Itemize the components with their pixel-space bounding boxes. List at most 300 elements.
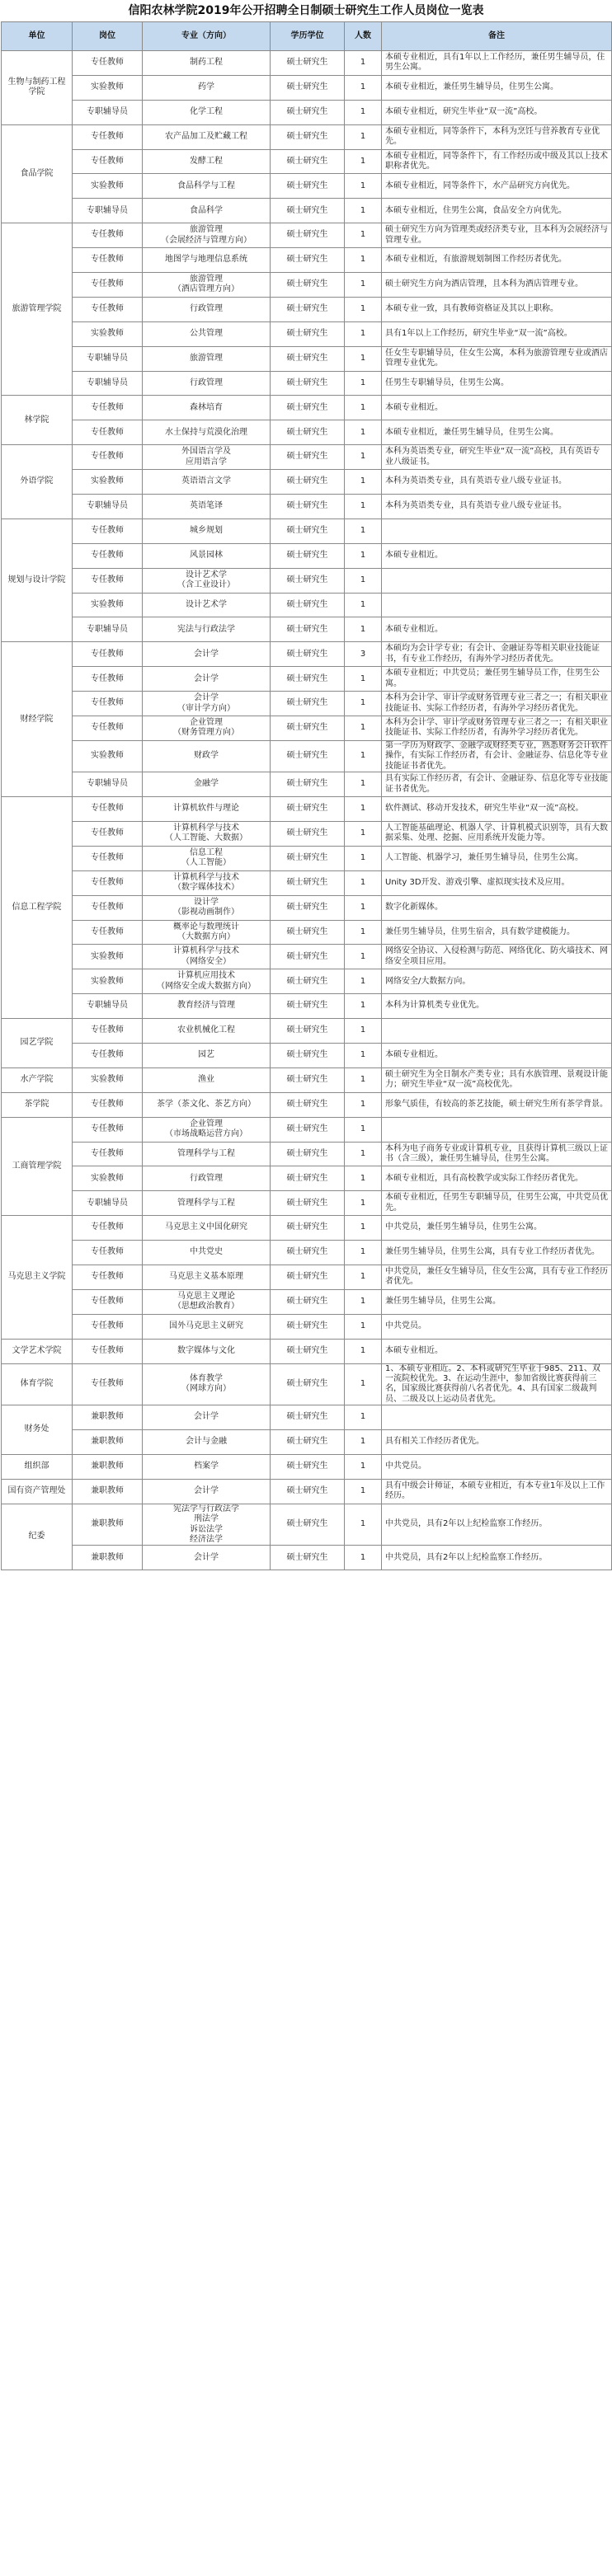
post-cell: 专任教师 xyxy=(73,1289,143,1314)
major-cell: 会计学 （审计学方向） xyxy=(143,692,271,716)
count-cell: 1 xyxy=(345,1363,382,1405)
post-cell: 专职辅导员 xyxy=(73,1191,143,1216)
major-cell: 发酵工程 xyxy=(143,149,271,174)
table-row xyxy=(2,1191,612,1216)
unit-cell: 体育学院 xyxy=(2,1363,73,1405)
count-cell: 1 xyxy=(345,1504,382,1546)
table-row xyxy=(2,1504,612,1546)
major-cell: 企业管理 （市场战略运营方向） xyxy=(143,1117,271,1142)
remark-cell: 硕士研究生方向为酒店管理，且本科为酒店管理专业。 xyxy=(382,273,612,298)
major-cell: 农产品加工及贮藏工程 xyxy=(143,124,271,149)
post-cell: 兼职教师 xyxy=(73,1546,143,1570)
remark-cell: 本科为英语类专业，研究生毕业“双一流”高校，具有英语专业八级证书。 xyxy=(382,445,612,470)
degree-cell: 硕士研究生 xyxy=(271,1430,345,1455)
count-cell: 1 xyxy=(345,1019,382,1044)
unit-cell: 组织部 xyxy=(2,1454,73,1479)
table-row xyxy=(2,1314,612,1339)
degree-cell: 硕士研究生 xyxy=(271,1019,345,1044)
count-cell: 1 xyxy=(345,1265,382,1289)
remark-cell: 兼任男生辅导员，住男生宿舍，具有数学建模能力。 xyxy=(382,920,612,945)
table-row xyxy=(2,1405,612,1430)
unit-cell: 信息工程学院 xyxy=(2,797,73,1019)
degree-cell: 硕士研究生 xyxy=(271,174,345,199)
degree-cell: 硕士研究生 xyxy=(271,75,345,100)
major-cell: 数字媒体与文化 xyxy=(143,1339,271,1363)
post-cell: 兼职教师 xyxy=(73,1454,143,1479)
unit-cell: 国有资产管理处 xyxy=(2,1479,73,1504)
major-cell: 行政管理 xyxy=(143,1166,271,1191)
post-cell: 专任教师 xyxy=(73,716,143,741)
remark-cell: 第一学历为财政学、金融学或财经类专业，熟悉财务会计软件操作，有实际工作经历者，有会计、金融证券、信息化等专业技能证书者优先。 xyxy=(382,740,612,772)
remark-cell: 中共党员，具有2年以上纪检监察工作经历。 xyxy=(382,1504,612,1546)
table-row xyxy=(2,75,612,100)
major-cell: 行政管理 xyxy=(143,371,271,396)
post-cell: 专任教师 xyxy=(73,797,143,822)
major-cell: 设计学 （影视动画制作） xyxy=(143,895,271,920)
post-cell: 实验教师 xyxy=(73,740,143,772)
unit-cell: 旅游管理学院 xyxy=(2,223,73,396)
post-cell: 专任教师 xyxy=(73,273,143,298)
degree-cell: 硕士研究生 xyxy=(271,1454,345,1479)
count-cell: 1 xyxy=(345,1092,382,1117)
remark-cell: 本硕专业相近，同等条件下，水产品研究方向优先。 xyxy=(382,174,612,199)
post-cell: 专任教师 xyxy=(73,1314,143,1339)
table-row xyxy=(2,297,612,321)
table-row xyxy=(2,969,612,994)
table-row xyxy=(2,346,612,371)
table-row xyxy=(2,1363,612,1405)
count-cell: 1 xyxy=(345,994,382,1019)
degree-cell: 硕士研究生 xyxy=(271,895,345,920)
table-row xyxy=(2,470,612,495)
post-cell: 专职辅导员 xyxy=(73,199,143,223)
count-cell: 1 xyxy=(345,321,382,346)
table-row xyxy=(2,797,612,822)
major-cell: 国外马克思主义研究 xyxy=(143,1314,271,1339)
post-cell: 专任教师 xyxy=(73,568,143,593)
count-cell: 1 xyxy=(345,420,382,445)
degree-cell: 硕士研究生 xyxy=(271,920,345,945)
remark-cell: 本硕专业相近；中共党员；兼任男生辅导员工作，住男生公寓。 xyxy=(382,667,612,692)
post-cell: 专任教师 xyxy=(73,1265,143,1289)
count-cell: 1 xyxy=(345,920,382,945)
post-cell: 专任教师 xyxy=(73,297,143,321)
table-row xyxy=(2,1166,612,1191)
remark-cell: 网络安全协议、入侵检测与防范、网络优化、防火墙技术、网络安全项目应用。 xyxy=(382,945,612,969)
post-cell: 专任教师 xyxy=(73,1339,143,1363)
count-cell: 1 xyxy=(345,1430,382,1455)
table-row xyxy=(2,495,612,519)
remark-cell: 本硕均为会计学专业；有会计、金融证券等相关职业技能证书，有专业工作经历，有海外学习经历者优先。 xyxy=(382,642,612,667)
unit-cell: 水产学院 xyxy=(2,1067,73,1092)
degree-cell: 硕士研究生 xyxy=(271,1216,345,1241)
table-row xyxy=(2,321,612,346)
major-cell: 食品科学 xyxy=(143,199,271,223)
degree-cell: 硕士研究生 xyxy=(271,1339,345,1363)
post-cell: 实验教师 xyxy=(73,174,143,199)
major-cell: 马克思主义基本原理 xyxy=(143,1265,271,1289)
post-cell: 专职辅导员 xyxy=(73,495,143,519)
post-cell: 专职辅导员 xyxy=(73,346,143,371)
table-row xyxy=(2,518,612,543)
table-row xyxy=(2,51,612,76)
degree-cell: 硕士研究生 xyxy=(271,248,345,273)
table-row xyxy=(2,1430,612,1455)
col-header-count: 人数 xyxy=(345,22,382,51)
table-row xyxy=(2,1092,612,1117)
degree-cell: 硕士研究生 xyxy=(271,1546,345,1570)
degree-cell: 硕士研究生 xyxy=(271,1265,345,1289)
remark-cell: 本硕专业相近，有旅游规划制图工作经历者优先。 xyxy=(382,248,612,273)
table-row xyxy=(2,1546,612,1570)
post-cell: 专任教师 xyxy=(73,642,143,667)
remark-cell: 中共党员。 xyxy=(382,1454,612,1479)
count-cell: 1 xyxy=(345,1241,382,1265)
degree-cell: 硕士研究生 xyxy=(271,518,345,543)
remark-cell: 本科为会计学、审计学或财务管理专业三者之一；有相关职业技能证书、实际工作经历者，有海外学习经历者优先。 xyxy=(382,692,612,716)
table-row xyxy=(2,100,612,124)
col-header-unit: 单位 xyxy=(2,22,73,51)
remark-cell: 本硕专业相近。 xyxy=(382,1043,612,1067)
degree-cell: 硕士研究生 xyxy=(271,321,345,346)
major-cell: 管理科学与工程 xyxy=(143,1142,271,1166)
table-row xyxy=(2,945,612,969)
count-cell: 1 xyxy=(345,174,382,199)
count-cell: 1 xyxy=(345,445,382,470)
remark-cell: 本科为英语类专业，具有英语专业八级专业证书。 xyxy=(382,470,612,495)
remark-cell: 本科为计算机类专业优先。 xyxy=(382,994,612,1019)
degree-cell: 硕士研究生 xyxy=(271,470,345,495)
post-cell: 专任教师 xyxy=(73,248,143,273)
count-cell: 1 xyxy=(345,1339,382,1363)
count-cell: 1 xyxy=(345,593,382,617)
post-cell: 专任教师 xyxy=(73,1363,143,1405)
post-cell: 实验教师 xyxy=(73,321,143,346)
remark-cell: 本硕专业相近，兼任男生辅导员，住男生公寓。 xyxy=(382,420,612,445)
count-cell: 1 xyxy=(345,1216,382,1241)
remark-cell: 本硕专业相近，住男生公寓，食品安全方向优先。 xyxy=(382,199,612,223)
post-cell: 兼职教师 xyxy=(73,1405,143,1430)
degree-cell: 硕士研究生 xyxy=(271,1117,345,1142)
major-cell: 概率论与数理统计 （大数据方向） xyxy=(143,920,271,945)
major-cell: 森林培育 xyxy=(143,396,271,420)
count-cell: 1 xyxy=(345,895,382,920)
count-cell: 1 xyxy=(345,223,382,248)
remark-cell: 本硕专业相近，研究生毕业“双一流”高校。 xyxy=(382,100,612,124)
post-cell: 实验教师 xyxy=(73,1067,143,1092)
post-cell: 专任教师 xyxy=(73,1142,143,1166)
table-row xyxy=(2,846,612,870)
count-cell: 1 xyxy=(345,1405,382,1430)
degree-cell: 硕士研究生 xyxy=(271,617,345,642)
remark-cell: 本科为电子商务专业或计算机专业，且获得计算机三级以上证书（含三级），兼任男生辅导员，住男生公寓。 xyxy=(382,1142,612,1166)
degree-cell: 硕士研究生 xyxy=(271,969,345,994)
table-row xyxy=(2,273,612,298)
post-cell: 专任教师 xyxy=(73,223,143,248)
post-cell: 专任教师 xyxy=(73,51,143,76)
major-cell: 体育教学 （网球方向） xyxy=(143,1363,271,1405)
table-row xyxy=(2,1241,612,1265)
major-cell: 制药工程 xyxy=(143,51,271,76)
major-cell: 地图学与地理信息系统 xyxy=(143,248,271,273)
major-cell: 计算机科学与技术 （数字媒体技术） xyxy=(143,870,271,895)
count-cell: 1 xyxy=(345,1454,382,1479)
remark-cell: 本硕专业相近，兼任男生辅导员，住男生公寓。 xyxy=(382,75,612,100)
major-cell: 财政学 xyxy=(143,740,271,772)
major-cell: 计算机软件与理论 xyxy=(143,797,271,822)
degree-cell: 硕士研究生 xyxy=(271,420,345,445)
remark-cell: 具有相关工作经历者优先。 xyxy=(382,1430,612,1455)
count-cell: 1 xyxy=(345,396,382,420)
post-cell: 专任教师 xyxy=(73,895,143,920)
remark-cell: Unity 3D开发、游戏引擎、虚拟现实技术及应用。 xyxy=(382,870,612,895)
count-cell: 1 xyxy=(345,371,382,396)
remark-cell: 硕士研究生方向为管理类或经济类专业，且本科为会展经济与管理专业。 xyxy=(382,223,612,248)
unit-cell: 财经学院 xyxy=(2,642,73,797)
remark-cell xyxy=(382,1019,612,1044)
count-cell: 1 xyxy=(345,100,382,124)
table-row xyxy=(2,821,612,846)
count-cell: 1 xyxy=(345,149,382,174)
remark-cell: 软件测试、移动开发技术，研究生毕业“双一流”高校。 xyxy=(382,797,612,822)
positions-table xyxy=(1,21,612,1570)
degree-cell: 硕士研究生 xyxy=(271,716,345,741)
major-cell: 行政管理 xyxy=(143,297,271,321)
remark-cell: 本硕专业相近，同等条件下，本科为烹饪与营养教育专业优先。 xyxy=(382,124,612,149)
degree-cell: 硕士研究生 xyxy=(271,124,345,149)
post-cell: 专职辅导员 xyxy=(73,100,143,124)
count-cell: 1 xyxy=(345,797,382,822)
col-header-remark: 备注 xyxy=(382,22,612,51)
major-cell: 旅游管理 （酒店管理方向） xyxy=(143,273,271,298)
major-cell: 计算机科学与技术 （人工智能、大数据） xyxy=(143,821,271,846)
col-header-post: 岗位 xyxy=(73,22,143,51)
degree-cell: 硕士研究生 xyxy=(271,396,345,420)
post-cell: 兼职教师 xyxy=(73,1504,143,1546)
major-cell: 宪法学与行政法学 刑法学 诉讼法学 经济法学 xyxy=(143,1504,271,1546)
remark-cell: 人工智能、机器学习，兼任男生辅导员，住男生公寓。 xyxy=(382,846,612,870)
remark-cell: 任女生专职辅导员，住女生公寓，本科为旅游管理专业或酒店管理专业优先。 xyxy=(382,346,612,371)
table-row xyxy=(2,396,612,420)
degree-cell: 硕士研究生 xyxy=(271,846,345,870)
remark-cell xyxy=(382,518,612,543)
major-cell: 马克思主义中国化研究 xyxy=(143,1216,271,1241)
table-row xyxy=(2,716,612,741)
table-row xyxy=(2,1265,612,1289)
remark-cell: 本科为英语类专业，具有英语专业八级专业证书。 xyxy=(382,495,612,519)
post-cell: 专任教师 xyxy=(73,821,143,846)
post-cell: 实验教师 xyxy=(73,593,143,617)
remark-cell: 中共党员。 xyxy=(382,1314,612,1339)
count-cell: 1 xyxy=(345,470,382,495)
remark-cell: 1、本硕专业相近。2、本科或研究生毕业于985、211、双一流院校优先。3、在运动生涯中，参加省级比赛获得前三名，国家级比赛获得前八名者优先。4、具有国家二级裁判员、二级及以上运动员者优先。 xyxy=(382,1363,612,1405)
post-cell: 专任教师 xyxy=(73,692,143,716)
major-cell: 英语语言文学 xyxy=(143,470,271,495)
col-header-major: 专业（方向） xyxy=(143,22,271,51)
table-row xyxy=(2,124,612,149)
major-cell: 旅游管理 xyxy=(143,346,271,371)
degree-cell: 硕士研究生 xyxy=(271,772,345,797)
degree-cell: 硕士研究生 xyxy=(271,945,345,969)
post-cell: 专任教师 xyxy=(73,870,143,895)
count-cell: 1 xyxy=(345,1067,382,1092)
count-cell: 1 xyxy=(345,199,382,223)
count-cell: 3 xyxy=(345,642,382,667)
degree-cell: 硕士研究生 xyxy=(271,100,345,124)
remark-cell: 本硕专业相近。 xyxy=(382,617,612,642)
degree-cell: 硕士研究生 xyxy=(271,1241,345,1265)
major-cell: 会计学 xyxy=(143,667,271,692)
remark-cell xyxy=(382,1405,612,1430)
table-row xyxy=(2,1289,612,1314)
major-cell: 金融学 xyxy=(143,772,271,797)
degree-cell: 硕士研究生 xyxy=(271,568,345,593)
table-row xyxy=(2,593,612,617)
remark-cell xyxy=(382,568,612,593)
major-cell: 教育经济与管理 xyxy=(143,994,271,1019)
post-cell: 专任教师 xyxy=(73,420,143,445)
major-cell: 化学工程 xyxy=(143,100,271,124)
remark-cell: 形象气质佳，有较高的茶艺技能，硕士研究生所有茶学背景。 xyxy=(382,1092,612,1117)
count-cell: 1 xyxy=(345,1546,382,1570)
unit-cell: 纪委 xyxy=(2,1504,73,1570)
table-row xyxy=(2,642,612,667)
remark-cell: 本硕专业一致，具有教师资格证及其以上职称。 xyxy=(382,297,612,321)
degree-cell: 硕士研究生 xyxy=(271,870,345,895)
table-row xyxy=(2,1454,612,1479)
table-row xyxy=(2,617,612,642)
page-title: 信阳农林学院2019年公开招聘全日制硕士研究生工作人员岗位一览表 xyxy=(128,4,484,17)
major-cell: 食品科学与工程 xyxy=(143,174,271,199)
degree-cell: 硕士研究生 xyxy=(271,445,345,470)
post-cell: 专任教师 xyxy=(73,396,143,420)
count-cell: 1 xyxy=(345,617,382,642)
degree-cell: 硕士研究生 xyxy=(271,1166,345,1191)
count-cell: 1 xyxy=(345,518,382,543)
count-cell: 1 xyxy=(345,1142,382,1166)
unit-cell: 规划与设计学院 xyxy=(2,518,73,641)
table-row xyxy=(2,895,612,920)
degree-cell: 硕士研究生 xyxy=(271,740,345,772)
unit-cell: 茶学院 xyxy=(2,1092,73,1117)
major-cell: 外国语言学及 应用语言学 xyxy=(143,445,271,470)
major-cell: 农业机械化工程 xyxy=(143,1019,271,1044)
degree-cell: 硕士研究生 xyxy=(271,593,345,617)
major-cell: 旅游管理 （会展经济与管理方向） xyxy=(143,223,271,248)
remark-cell: 本硕专业相近，任男生专职辅导员，住男生公寓，中共党员优先。 xyxy=(382,1191,612,1216)
count-cell: 1 xyxy=(345,124,382,149)
remark-cell: 中共党员，具有2年以上纪检监察工作经历。 xyxy=(382,1546,612,1570)
remark-cell: 网络安全/大数据方向。 xyxy=(382,969,612,994)
table-row xyxy=(2,174,612,199)
unit-cell: 园艺学院 xyxy=(2,1019,73,1068)
major-cell: 计算机应用技术 （网络安全或大数据方向） xyxy=(143,969,271,994)
post-cell: 实验教师 xyxy=(73,75,143,100)
remark-cell xyxy=(382,593,612,617)
degree-cell: 硕士研究生 xyxy=(271,1142,345,1166)
table-row xyxy=(2,1117,612,1142)
major-cell: 英语笔译 xyxy=(143,495,271,519)
count-cell: 1 xyxy=(345,692,382,716)
post-cell: 专任教师 xyxy=(73,1241,143,1265)
degree-cell: 硕士研究生 xyxy=(271,1092,345,1117)
post-cell: 专职辅导员 xyxy=(73,772,143,797)
degree-cell: 硕士研究生 xyxy=(271,1363,345,1405)
table-row xyxy=(2,420,612,445)
post-cell: 实验教师 xyxy=(73,969,143,994)
count-cell: 1 xyxy=(345,1191,382,1216)
table-row xyxy=(2,692,612,716)
table-row xyxy=(2,1043,612,1067)
post-cell: 实验教师 xyxy=(73,470,143,495)
post-cell: 专任教师 xyxy=(73,1216,143,1241)
remark-cell: 中共党员，兼任男生辅导员，住男生公寓。 xyxy=(382,1216,612,1241)
degree-cell: 硕士研究生 xyxy=(271,199,345,223)
unit-cell: 林学院 xyxy=(2,396,73,445)
remark-cell: 硕士研究生为全日制水产类专业；具有水族管理、景观设计能力；研究生毕业“双一流”高校优先。 xyxy=(382,1067,612,1092)
major-cell: 药学 xyxy=(143,75,271,100)
unit-cell: 马克思主义学院 xyxy=(2,1216,73,1339)
post-cell: 专任教师 xyxy=(73,1043,143,1067)
count-cell: 1 xyxy=(345,1479,382,1504)
table-row xyxy=(2,248,612,273)
post-cell: 实验教师 xyxy=(73,945,143,969)
degree-cell: 硕士研究生 xyxy=(271,821,345,846)
count-cell: 1 xyxy=(345,51,382,76)
count-cell: 1 xyxy=(345,1117,382,1142)
remark-cell: 本硕专业相近。 xyxy=(382,396,612,420)
count-cell: 1 xyxy=(345,870,382,895)
remark-cell: 本硕专业相近，同等条件下，有工作经历或中级及其以上技术职称者优先。 xyxy=(382,149,612,174)
degree-cell: 硕士研究生 xyxy=(271,1479,345,1504)
count-cell: 1 xyxy=(345,543,382,568)
major-cell: 城乡规划 xyxy=(143,518,271,543)
degree-cell: 硕士研究生 xyxy=(271,797,345,822)
post-cell: 实验教师 xyxy=(73,1166,143,1191)
degree-cell: 硕士研究生 xyxy=(271,1191,345,1216)
unit-cell: 工商管理学院 xyxy=(2,1117,73,1216)
table-row xyxy=(2,1216,612,1241)
degree-cell: 硕士研究生 xyxy=(271,149,345,174)
degree-cell: 硕士研究生 xyxy=(271,543,345,568)
degree-cell: 硕士研究生 xyxy=(271,223,345,248)
count-cell: 1 xyxy=(345,1043,382,1067)
table-row xyxy=(2,920,612,945)
table-row xyxy=(2,568,612,593)
remark-cell xyxy=(382,1117,612,1142)
count-cell: 1 xyxy=(345,346,382,371)
count-cell: 1 xyxy=(345,75,382,100)
degree-cell: 硕士研究生 xyxy=(271,692,345,716)
unit-cell: 文学艺术学院 xyxy=(2,1339,73,1363)
remark-cell: 任男生专职辅导员，住男生公寓。 xyxy=(382,371,612,396)
table-row xyxy=(2,772,612,797)
major-cell: 水土保持与荒漠化治理 xyxy=(143,420,271,445)
count-cell: 1 xyxy=(345,248,382,273)
count-cell: 1 xyxy=(345,1289,382,1314)
major-cell: 风景园林 xyxy=(143,543,271,568)
post-cell: 专任教师 xyxy=(73,667,143,692)
table-row xyxy=(2,1479,612,1504)
major-cell: 会计与金融 xyxy=(143,1430,271,1455)
degree-cell: 硕士研究生 xyxy=(271,994,345,1019)
table-row xyxy=(2,149,612,174)
remark-cell: 本硕专业相近，具有高校教学或实际工作经历者优先。 xyxy=(382,1166,612,1191)
major-cell: 渔业 xyxy=(143,1067,271,1092)
degree-cell: 硕士研究生 xyxy=(271,297,345,321)
table-row xyxy=(2,1019,612,1044)
degree-cell: 硕士研究生 xyxy=(271,1067,345,1092)
